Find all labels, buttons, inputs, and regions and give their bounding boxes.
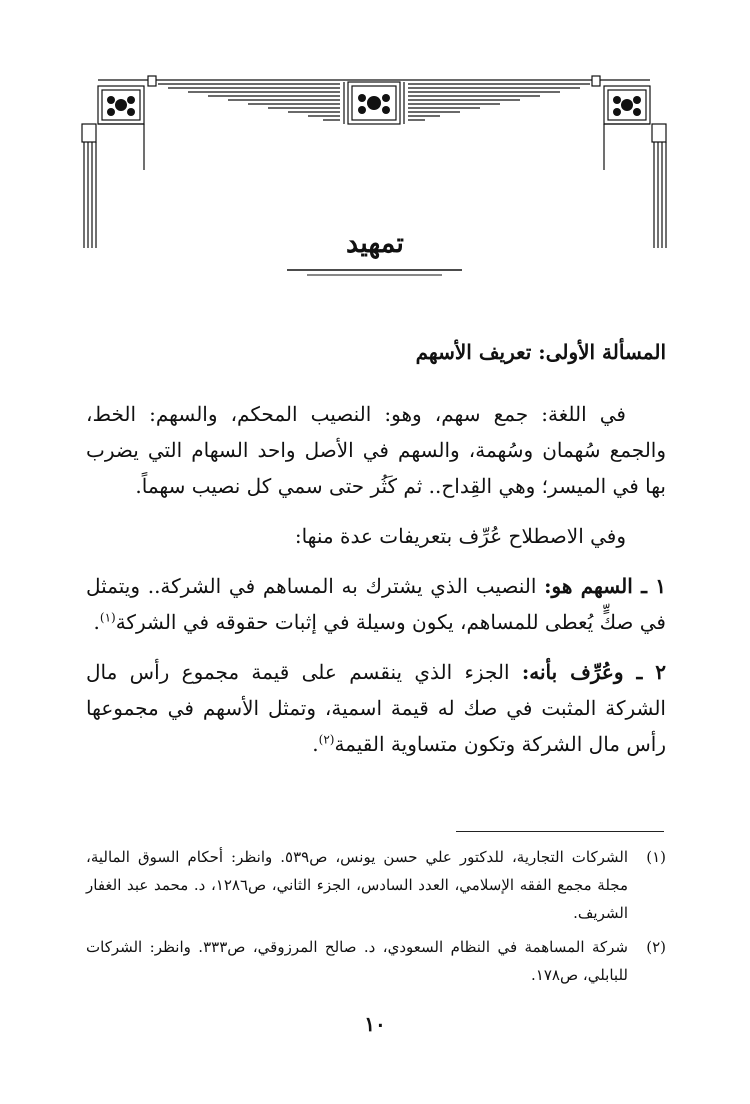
paragraph-definition-1 [86, 568, 666, 640]
section-heading: المسألة الأولى: تعريف الأسهم [415, 340, 666, 364]
definition-2-label: ٢ ـ وعُرِّف بأنه: [521, 660, 666, 684]
paragraph-language-definition: في اللغة: جمع سهم، وهو: النصيب المحكم، والسهم: الخط، والجمع سُهمان وسُهمة، والسهم في الأصل واحد السهام التي يضرب بها في الميسر؛ وهي القِداح.. ثم كَثُر حتى سمي كل نصيب سهماً. [86, 402, 666, 498]
footnote-1-text: الشركات التجارية، للدكتور علي حسن يونس، ص٥٣٩. وانظر: أحكام السوق المالية، مجلة مجمع الفقه الإسلامي، العدد السادس، الجزء الثاني، ص١٢٨٦، د. محمد عبد الغفار الشريف. [86, 848, 628, 922]
definition-1-text: النصيب الذي يشترك به المساهم في الشركة.. ويتمثل في صكٍّ يُعطى للمساهم، يكون وسيلة في إثبات حقوقه في الشركة [86, 574, 666, 634]
header-ornament [78, 70, 670, 250]
page-title: تمهيد [346, 228, 404, 259]
footnotes [86, 843, 666, 995]
footnote-ref-2: (٢) [318, 732, 335, 747]
page-number: ١٠ [364, 1012, 386, 1036]
paragraph-terminology-intro: وفي الاصطلاح عُرِّف بتعريفات عدة منها: [294, 524, 626, 548]
footnote-1-number: (١) [646, 848, 666, 866]
footnote-separator [456, 831, 664, 832]
definition-1-label: ١ ـ السهم هو: [544, 574, 667, 598]
footnote-1 [86, 843, 666, 927]
definition-2-end: . [312, 732, 319, 756]
definition-2-text: الجزء الذي ينقسم على قيمة مجموع رأس مال الشركة المثبت في صك له قيمة اسمية، وتمثل الأسهم في مجموعها رأس مال الشركة وتكون متساوية القيمة [86, 660, 666, 756]
footnote-2 [86, 933, 666, 989]
definition-1-end: . [93, 610, 100, 634]
footnote-ref-1: (١) [99, 610, 116, 625]
footnote-2-text: شركة المساهمة في النظام السعودي، د. صالح المرزوقي، ص٣٣٣. وانظر: الشركات للبابلي، ص١٧٨. [86, 938, 628, 984]
title-underline [287, 267, 462, 279]
footnote-2-number: (٢) [646, 938, 666, 956]
body-text [86, 396, 666, 776]
paragraph-definition-2 [86, 654, 666, 762]
